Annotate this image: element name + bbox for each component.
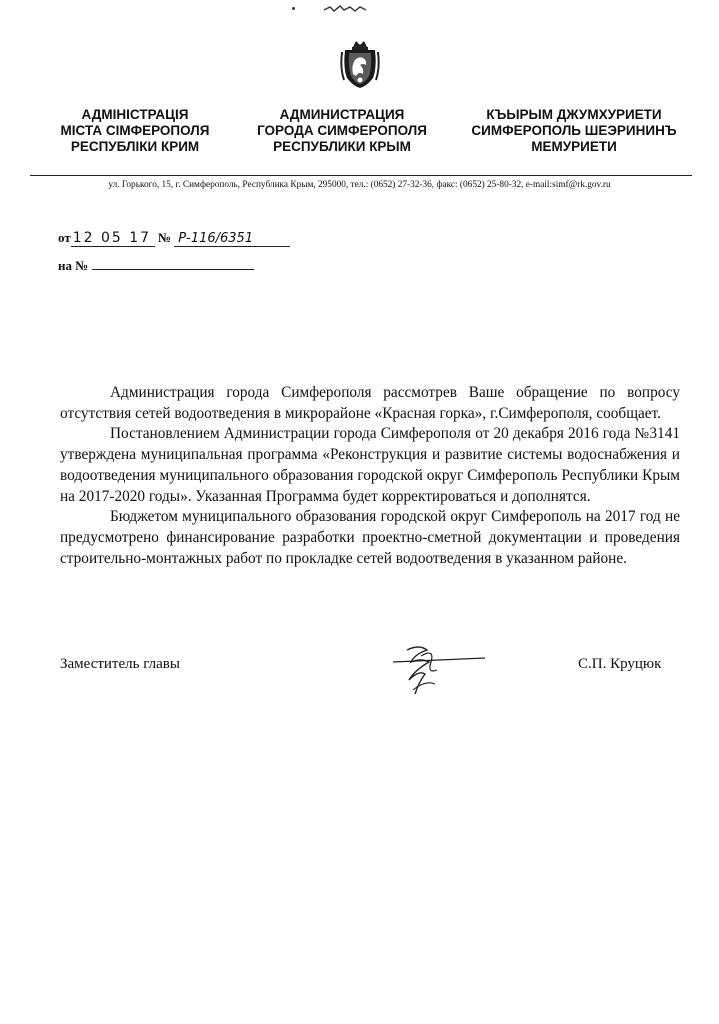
body-paragraph: Администрация города Симферополя рассмотрев Ваше обращение по вопросу отсутствия сетей водоотведения в микрорайоне «Красная горка», г.Симферополя, сообщает. xyxy=(60,384,680,422)
body-paragraph: Бюджетом муниципального образования городской округ Симферополь на 2017 год не предусмотрено финансирование разработки проектно-сметной документации и проведения строительно-монтажных работ по прокладке сетей водоотведения в указанном районе. xyxy=(60,508,680,567)
header-line: АДМИНИСТРАЦИЯ xyxy=(279,107,405,122)
header-ukrainian xyxy=(40,107,230,155)
header-crimean-tatar xyxy=(455,107,693,155)
date-value: 12 05 17 xyxy=(71,230,155,247)
registration-line xyxy=(58,230,290,247)
signature-icon xyxy=(385,640,490,698)
reply-label: на № xyxy=(58,258,89,273)
header-line: РЕСПУБЛІКИ КРИМ xyxy=(70,139,200,154)
body-paragraph: Постановлением Администрации города Симферополя от 20 декабря 2016 года №3141 утверждена муниципальная программа «Реконструкция и развитие системы водоснабжения и водоотведения муниципального образования городской округ Симферополь Республики Крым на 2017-2020 годы». Указанная Программа будет корректироваться и дополнятся. xyxy=(60,425,680,505)
header-divider xyxy=(30,175,692,176)
header-line: СИМФЕРОПОЛЬ ШЕЭРИНИНЪ xyxy=(471,123,677,138)
from-label: от xyxy=(58,230,71,245)
header-line: РЕСПУБЛИКИ КРЫМ xyxy=(273,139,411,154)
letter-body xyxy=(60,383,680,569)
scan-mark xyxy=(322,4,368,14)
number-label: № xyxy=(157,230,172,245)
reply-blank xyxy=(92,256,254,270)
contact-line: ул. Горького, 15, г. Симферополь, Республика Крым, 295000, тел.: (0652) 27-32-36, факс: (0652) 25-80-32, e-mail:simf@rk.gov.ru xyxy=(108,180,611,190)
coat-of-arms-icon xyxy=(339,38,381,90)
header-line: МЕМУРИЕТИ xyxy=(531,139,617,154)
scan-mark xyxy=(292,7,295,10)
signer-name: С.П. Круцюк xyxy=(578,656,662,672)
header-russian xyxy=(236,107,448,155)
number-value: Р-116/6351 xyxy=(174,231,290,247)
header-line: КЪЫРЫМ ДЖУМХУРИЕТИ xyxy=(486,107,662,122)
header-line: АДМІНІСТРАЦІЯ xyxy=(81,107,189,122)
reply-line xyxy=(58,256,254,274)
header-line: МІСТА СІМФЕРОПОЛЯ xyxy=(60,123,210,138)
header-line: ГОРОДА СИМФЕРОПОЛЯ xyxy=(257,123,427,138)
signer-title: Заместитель главы xyxy=(60,656,180,672)
